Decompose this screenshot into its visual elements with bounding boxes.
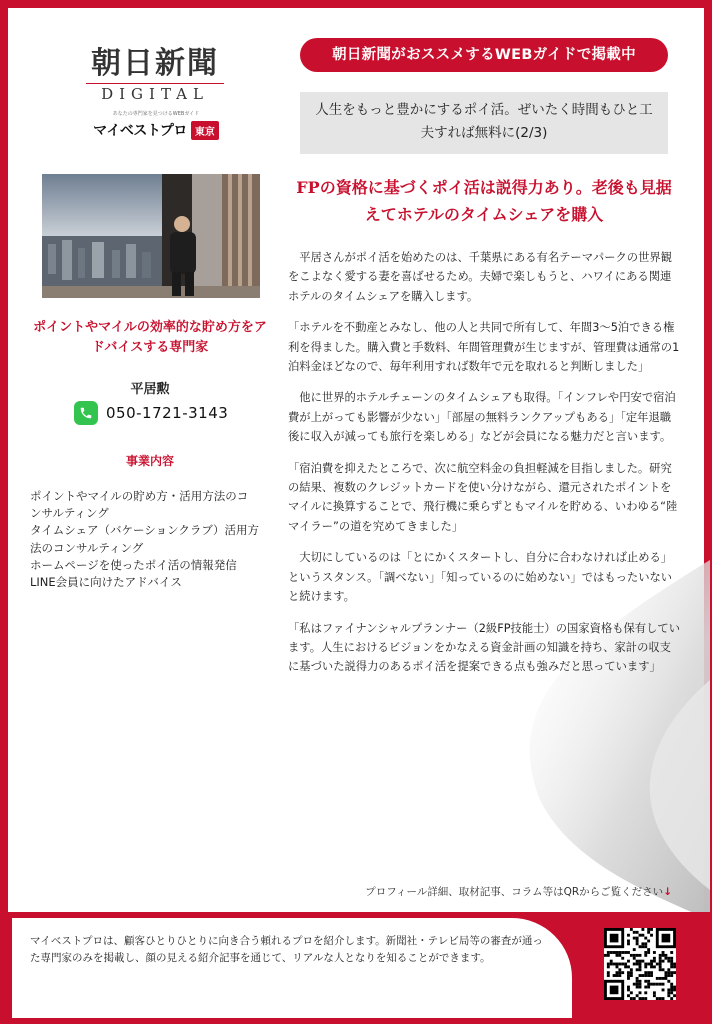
qr-code-icon[interactable] bbox=[604, 928, 676, 1000]
article-paragraph: 「ホテルを不動産とみなし、他の人と共同で所有して、年間3〜5泊できる権利を得ました。購入費と手数料、年間管理費が生じますが、管理費は通常の1泊料金ほどなので、毎年利用すれば数年で元を取れると判断しました」 bbox=[288, 321, 680, 374]
article-paragraph: 大切にしているのは「とにかくスタートし、自分に合わなければ止める」というスタンス。「調べない」「知っているのに始めない」ではもったいないと続けます。 bbox=[288, 551, 673, 604]
logo-divider bbox=[86, 83, 224, 84]
mybestpro-name: マイベストプロ bbox=[93, 123, 187, 139]
qr-note-text: プロフィール詳細、取材記事、コラム等はQRからご覧ください bbox=[365, 886, 664, 898]
person-name: 平居勲 bbox=[130, 382, 170, 397]
region-badge: 東京 bbox=[191, 121, 219, 140]
phone-icon bbox=[74, 401, 98, 425]
arrow-down-icon: ↓ bbox=[663, 886, 672, 898]
business-item: ホームページを使ったポイ活の情報発信 bbox=[30, 557, 237, 572]
business-item: 法のコンサルティング bbox=[30, 540, 144, 555]
footer-text: マイベストプロは、顧客ひとりひとりに向き合う頼れるプロを紹介します。新聞社・テレビ局等の審査が通った専門家のみを掲載し、顔の見える紹介記事を通じて、リアルな人となりを知ることができます。 bbox=[30, 935, 543, 964]
mybestpro-logo bbox=[86, 110, 226, 144]
article-paragraph: 「私はファイナンシャルプランナー（2級FP技能士）の国家資格も保有しています。人生におけるビジョンをかなえる資金計画の知識を持ち、家計の収支に基づいた説得力のあるポイ活を提案できる点も強みだと思っています」 bbox=[288, 621, 680, 674]
article-paragraph: 平居さんがポイ活を始めたのは、千葉県にある有名テーマパークの世界観をこよなく愛する妻を喜ばせるため。夫婦で楽しもうと、ハワイにある関連ホテルのタイムシェアを購入します。 bbox=[288, 251, 672, 303]
business-item: ポイントやマイルの貯め方・活用方法のコ bbox=[30, 489, 249, 503]
logo-sub-text: DIGITAL bbox=[101, 85, 209, 103]
phone-contact[interactable] bbox=[74, 400, 228, 426]
recommend-banner: 朝日新聞がおススメするWEBガイドで掲載中 bbox=[300, 38, 668, 72]
business-list bbox=[30, 488, 272, 591]
business-item: LINE会員に向けたアドバイス bbox=[30, 575, 182, 590]
profile-tagline: ポイントやマイルの効率的な貯め方をアドバイスする専門家 bbox=[33, 320, 267, 355]
phone-number[interactable]: 050-1721-3143 bbox=[106, 404, 229, 422]
asahi-digital-logo bbox=[70, 38, 240, 103]
article-headline: FPの資格に基づくポイ活は説得力あり。老後も見据えてホテルのタイムシェアを購入 bbox=[296, 178, 672, 224]
business-title: 事業内容 bbox=[125, 454, 174, 468]
series-title: 人生をもっと豊かにするポイ活。ぜいたく時間もひと工夫すれば無料に(2/3) bbox=[300, 92, 668, 154]
business-item: ンサルティング bbox=[30, 506, 109, 521]
article-paragraph: 「宿泊費を抑えたところで、次に航空料金の負担軽減を目指しました。研究の結果、複数のクレジットカードを使い分けながら、還元されたポイントをマイルに換算することで、飛行機に乗らずともマイルを貯める、いわゆる“陸マイラー”の道を究めてきました」 bbox=[288, 461, 678, 533]
mybestpro-caption: あなたの専門家を見つけるWEBガイド bbox=[112, 111, 200, 117]
qr-note bbox=[312, 884, 672, 899]
article-body bbox=[288, 248, 680, 689]
article-paragraph: 他に世界的ホテルチェーンのタイムシェアも取得。「インフレや円安で宿泊費が上がっても影響が少ない」「部屋の無料ランクアップもある」「定年退職後に収入が減っても旅行を楽しめる」などが会員になる魅力だと言います。 bbox=[288, 391, 676, 444]
profile-photo bbox=[42, 174, 260, 298]
logo-main-text: 朝日新聞 bbox=[91, 46, 219, 81]
business-item: タイムシェア（バケーションクラブ）活用方 bbox=[30, 523, 259, 538]
